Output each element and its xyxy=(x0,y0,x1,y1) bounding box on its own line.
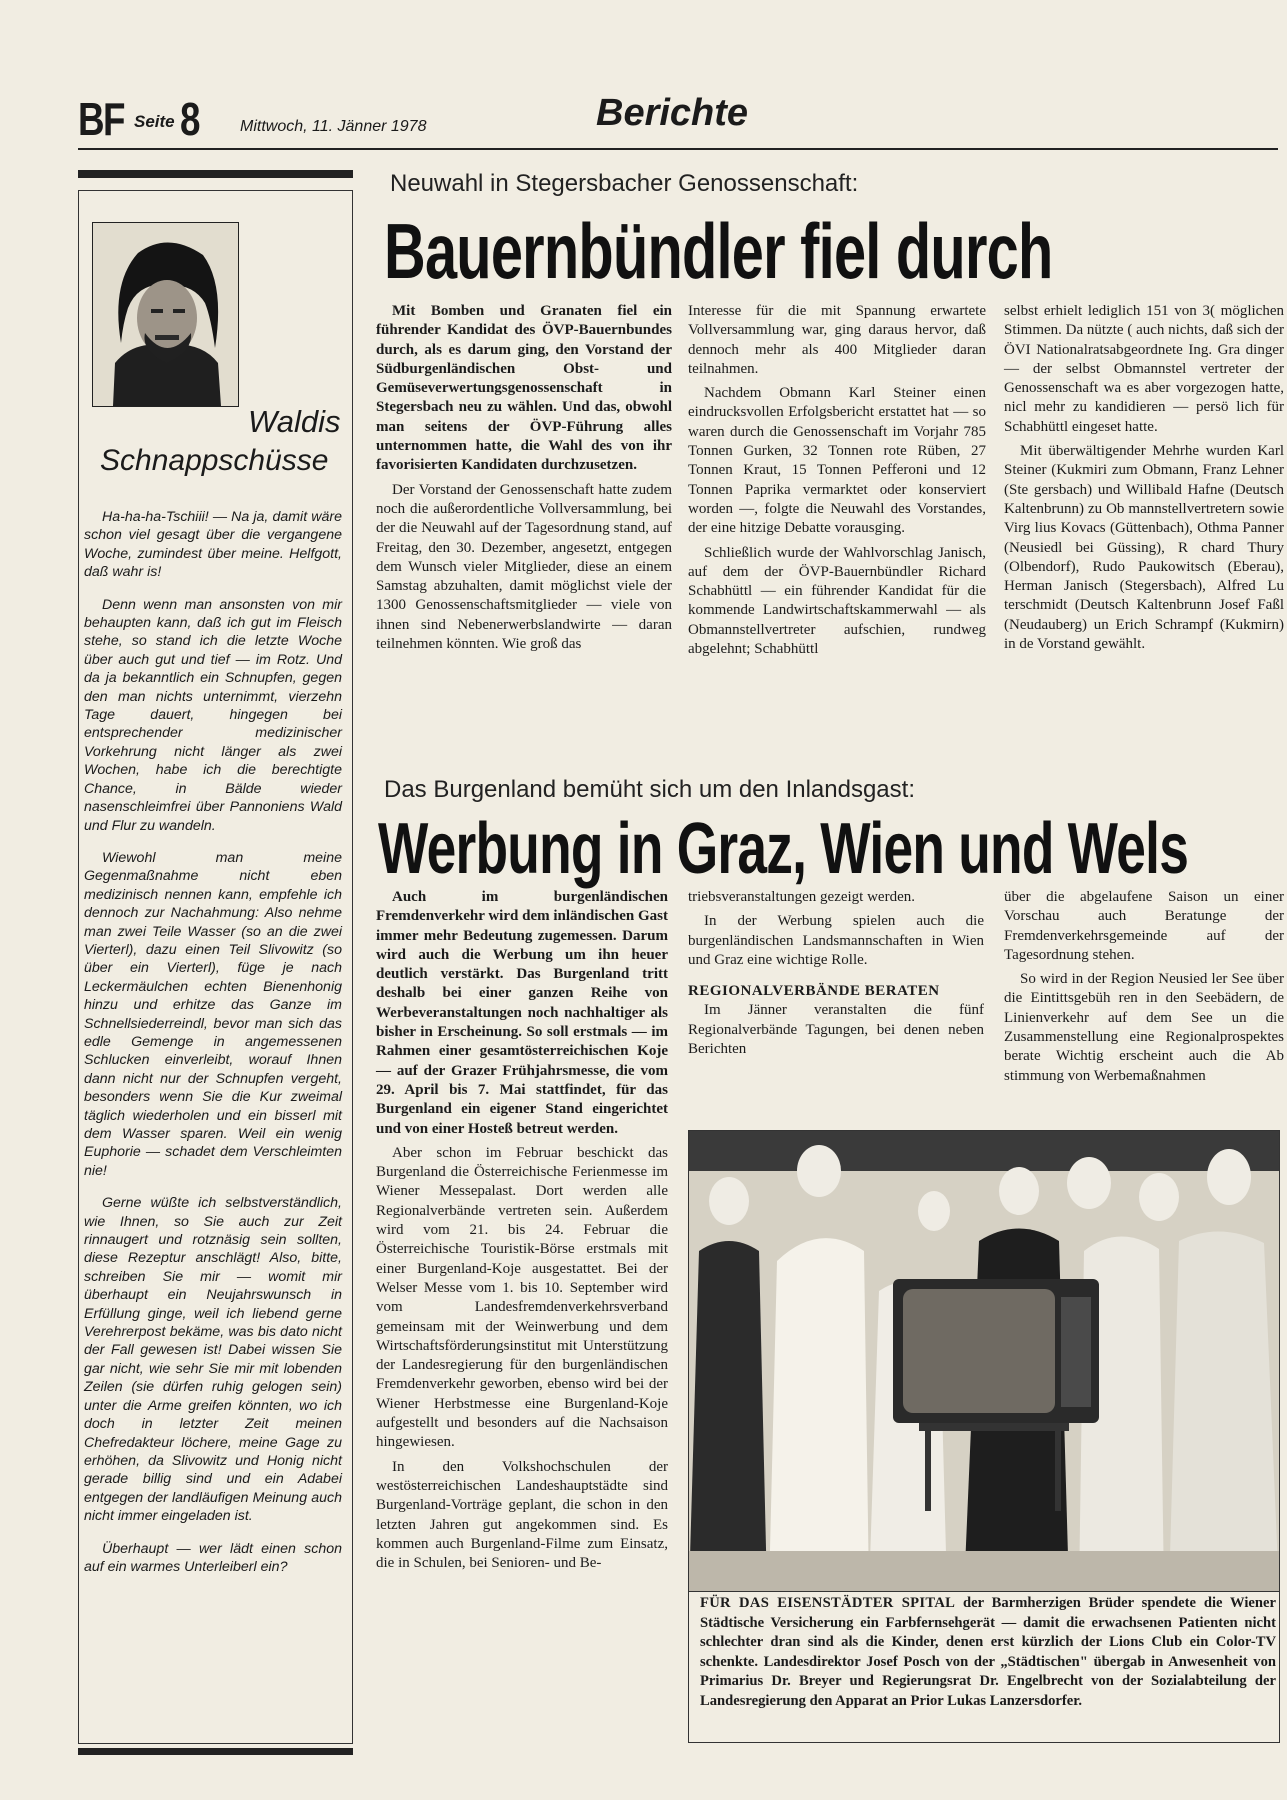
column-paragraph: Ha-ha-ha-Tschiii! — Na ja, damit wäre schon viel gesagt über die vergangene Woche, zumindest über meine. Helfgott, daß wahr is! xyxy=(84,509,342,581)
tv-donation-photo xyxy=(688,1130,1280,1592)
article2-kicker: Das Burgenland bemüht sich um den Inlandsgast: xyxy=(384,776,915,803)
article2-paragraph: In der Werbung spielen auch die burgenländischen Landsmannschaften in Wien und Graz eine wichtige Rolle. xyxy=(688,913,984,968)
columnist-portrait xyxy=(92,222,239,407)
article1-headline: Bauernbündler fiel durch xyxy=(384,207,1053,295)
column-title-line2: Schnappschüsse xyxy=(100,444,329,477)
article2-lead: Auch im burgenländischen Fremdenverkehr wird dem inländischen Gast immer mehr Bedeutung zugemessen. Darum wird auch die Werbung um ihn heuer deutlich verstärkt. Das Burgenland tritt deshalb bei einer ganzen Reihe von Werbeveranstaltungen noch nachhaltiger als bisher in Erscheinung. So soll erstmals — im Rahmen einer gesamtösterreichischen Koje — auf der Grazer Frühjahrsmesse, die vom 29. April bis 7. Mai stattfindet, für das Burgenland ein eigener Stand eingerichtet und von einer Hosteß betreut werden. xyxy=(376,889,668,1137)
issue-date: Mittwoch, 11. Jänner 1978 xyxy=(240,118,427,135)
article1-paragraph: selbst erhielt lediglich 151 von 3( möglichen Stimmen. Da nützte ( auch nichts, daß sich der ÖVI Nationalratsabgeordnete Ing. Gra dinger — der selbst Obmannstel vertreter der Genossenschaft wa es aber vorgezogen hatte, nicl mehr zu kandidieren — persö lich für Schabhüttl eingeset hatte. xyxy=(1004,303,1284,435)
column-bottom-bar xyxy=(78,1748,353,1755)
page-number: 8 xyxy=(180,93,201,145)
section-title: Berichte xyxy=(596,92,749,134)
article1-lead: Mit Bomben und Granaten fiel ein führender Kandidat des ÖVP-Bauernbundes durch, als es darum ging, den Vorstand der Südburgenländischen Obst- und Gemüseverwertungsgenossenschaft in Stegersbach neu zu wählen. Und das, obwohl man seitens der ÖVP-Führung alles unternommen hatte, die Wahl des von ihr favorisierten Kandidaten durchzusetzen. xyxy=(376,303,672,474)
article1-paragraph: Nachdem Obmann Karl Steiner einen eindrucksvollen Erfolgsbericht erstattet hat — so waren durch die Genossenschaft im Vorjahr 785 Tonnen Gurken, 32 Tonnen rote Rüben, 27 Tonnen Kraut, 15 Tonnen Pefferoni und 12 Tonnen Paprika vermarktet oder konserviert worden —, folgte die Neuwahl des Vorstandes, der eine hitzige Debatte vorausging. xyxy=(688,385,986,537)
article2-paragraph: In den Volkshochschulen der westösterreichischen Landeshauptstädte sind Burgenland-Vorträge geplant, die schon in den letzten Jahren gut angekommen sind. Es kommen auch Burgenland-Filme zum Einsatz, die in Schulen, bei Senioren- und Be- xyxy=(376,1458,668,1572)
article1-paragraph: Mit überwältigender Mehrhe wurden Karl Steiner (Kukmiri zum Obmann, Franz Lehner (Ste gersbach) und Willibald Hafne (Deutsch Kaltenbrunn) zu Ob mannstellvertretern sowie Virg lius Kovacs (Güttenbach), Othma Panner (Neusiedl bei Güssing), R chard Thury (Olbendorf), Rudo Paukowitsch (Eberau), Herman Janisch (Stegersbach), Alfred Lu terschmidt (Deutsch Kaltenbrunn Josef Faßl (Neudauberg) un Erich Schrampf (Kukmirn) in de Vorstand gewählt. xyxy=(1004,443,1284,653)
article2-headline: Werbung in Graz, Wien und Wels xyxy=(378,809,1189,889)
column-paragraph: Denn wenn man ansonsten von mir behaupten kann, daß ich gut im Fleisch stehe, so stand ich die letzte Woche über auch gut und tief — im Rotz. Und da ja bekanntlich ein Schnupfen, gegen den man nichts unternimmt, vierzehn Tage dauert, hingegen bei entsprechender medizinischer Vorkehrung nicht länger als zwei Wochen, habe ich die berechtigte Chance, in Bälde wieder nasenschleimfrei über Pannoniens Wald und Flur zu wandeln. xyxy=(84,596,342,834)
article2-paragraph: Im Jänner veranstalten die fünf Regionalverbände Tagungen, bei denen neben Berichten xyxy=(688,1002,984,1058)
caption-lead: FÜR DAS EISENSTÄDTER SPITAL xyxy=(700,1595,956,1611)
column-paragraph: Wiewohl man meine Gegenmaßnahme nicht eben medizinisch nennen kann, empfehle ich dennoch zur Nachahmung: Also nehme man zwei Teile Wasser (so an die zwei Vierterl), dazu einen Teil Slivowitz (so über ein Vierterl), füge je nach Leckermäulchen echten Bienenhonig hinzu und erhitze das Ganze im Schnellsiederreindl, bevor man sich das edle Gemenge in angemessenen Schlucken einverleibt, worauf Ihnen dann nicht nur der Schnupfen vergeht, besonders wenn Sie die Kur zweimal täglich wiederholen und ein bisserl mit dem Wasser sparen. Weil ein wenig Euphorie — schadet dem Verschleimten nie! xyxy=(84,849,342,1179)
article1-kicker: Neuwahl in Stegersbacher Genossenschaft: xyxy=(390,170,859,197)
article1-column2 xyxy=(688,302,986,664)
column-paragraph: Überhaupt — wer lädt einen schon auf ein warmes Unterleiberl ein? xyxy=(84,1540,342,1575)
article2-paragraph: über die abgelaufene Saison un einer Vorschau auch Beratunge der Fremdenverkehrsgemeinde auf der Tagesordnung stehen. xyxy=(1004,889,1284,963)
article2-column1 xyxy=(376,888,668,1578)
page-label: Seite xyxy=(134,112,175,131)
column-paragraph: Gerne wüßte ich selbstverständlich, wie Ihnen, so Sie auch zur Zeit rinnaugert und rotznäsig sein sollten, diese Rezeptur anschlägt! Also, bitte, schreiben Sie mir — womit mir überhaupt ein Neujahrswunsch in Erfüllung ginge, weil ich liebend gerne Verehrerpost bekäme, was bis dato nicht der Fall gewesen ist! Dabei wissen Sie gar nicht, wie sehr Sie mir mit lobenden Zeilen (sie dürfen ruhig gelogen sein) unter die Arme greifen könnten, wo ich doch in letzter Zeit meinen Chefredakteur löchere, meine Gage zu erhöhen, da Slivowitz und Honig nicht gerade billig sind und ein Adabei entgegen der landläufigen Meinung auch nicht immer eingeladen ist. xyxy=(84,1195,342,1525)
column-title-line1: Waldis xyxy=(248,404,341,439)
article2-paragraph: Aber schon im Februar beschickt das Burgenland die Österreichische Ferienmesse im Wiener Messepalast. Dort werden alle Regionalverbände vertreten sein. Außerdem wird vom 21. bis 24. Februar die Österreichische Touristik-Börse erstmals mit einer Burgenland-Koje ausgestattet. Bei der Welser Messe vom 1. bis 10. September wird vom Landesfremdenverkehrsverband gemeinsam mit der Weinwerbung und dem Wirtschaftsförderungsinstitut mit Unterstützung der Landesregierung für den burgenländischen Fremdenverkehr geworben, ebenso wird bei der Wiener Herbstmesse eine Burgenland-Koje aufgestellt und besonders auf die Nachsaison hingewiesen. xyxy=(376,1144,668,1451)
article1-paragraph: Schließlich wurde der Wahlvorschlag Janisch, auf dem der ÖVP-Bauernbündler Richard Schabhüttl — ein führender Kandidat für die kommende Landwirtschaftskammerwahl — als Obmannstellvertreter aufschien, rundweg abgelehnt; Schabhüttl xyxy=(688,544,986,658)
article2-paragraph: So wird in der Region Neusied ler See über die Eintittsgebüh ren in den Seebädern, de Linienverkehr auf dem See un die Zusammenstellung eine Regionalprospektes berate Wichtig erscheint auch die Ab stimmung von Werbemaßnahmen xyxy=(1004,971,1284,1084)
article1-paragraph: Der Vorstand der Genossenschaft hatte zudem noch die außerordentliche Vollversammlung, bei der die Neuwahl auf der Tagesordnung stand, auf Freitag, den 30. Dezember, angesetzt, entgegen dem Wunsch vieler Mitglieder, diese an einem Samstag abzuhalten, damit möglichst viele der 1300 Genossenschaftsmitglieder — viele von ihnen sind Nebenerwerbslandwirte — daran teilnehmen könnten. Wie groß das xyxy=(376,481,672,653)
caption-text: der Barmherzigen Brüder spendete die Wiener Städtische Versicherung ein Farbfernsehgerät — damit die erwachsenen Patienten nicht schlechter dran sind als die Kinder, denen erst kürzlich der Lions Club ein Color-TV schenkte. Landesdirektor Josef Posch von der „Städtischen" übergab in Anwesenheit von Primarius Dr. Breyer und Regierungsrat Dr. Engelbrecht von der Sozialabteilung der Landesregierung den Apparat an Prior Lukas Lanzersdorfer. xyxy=(700,1595,1276,1709)
article2-paragraph: triebsveranstaltungen gezeigt werden. xyxy=(688,889,915,905)
column-top-bar xyxy=(78,170,353,178)
header-rule xyxy=(78,148,1278,150)
article1-paragraph: Interesse für die mit Spannung erwartete Vollversammlung war, ging daraus hervor, daß dennoch mehr als 400 Mitglieder daran teilnahmen. xyxy=(688,303,986,377)
article2-column3 xyxy=(1004,888,1284,1091)
photo-caption xyxy=(700,1594,1276,1712)
article1-column3 xyxy=(1004,302,1284,659)
article2-column2 xyxy=(688,888,984,1064)
article1-column1 xyxy=(376,302,672,659)
article2-subheading: REGIONALVERBÄNDE BERATEN xyxy=(688,983,940,1000)
column-text xyxy=(84,508,342,1590)
masthead-logo: BF xyxy=(78,93,124,145)
